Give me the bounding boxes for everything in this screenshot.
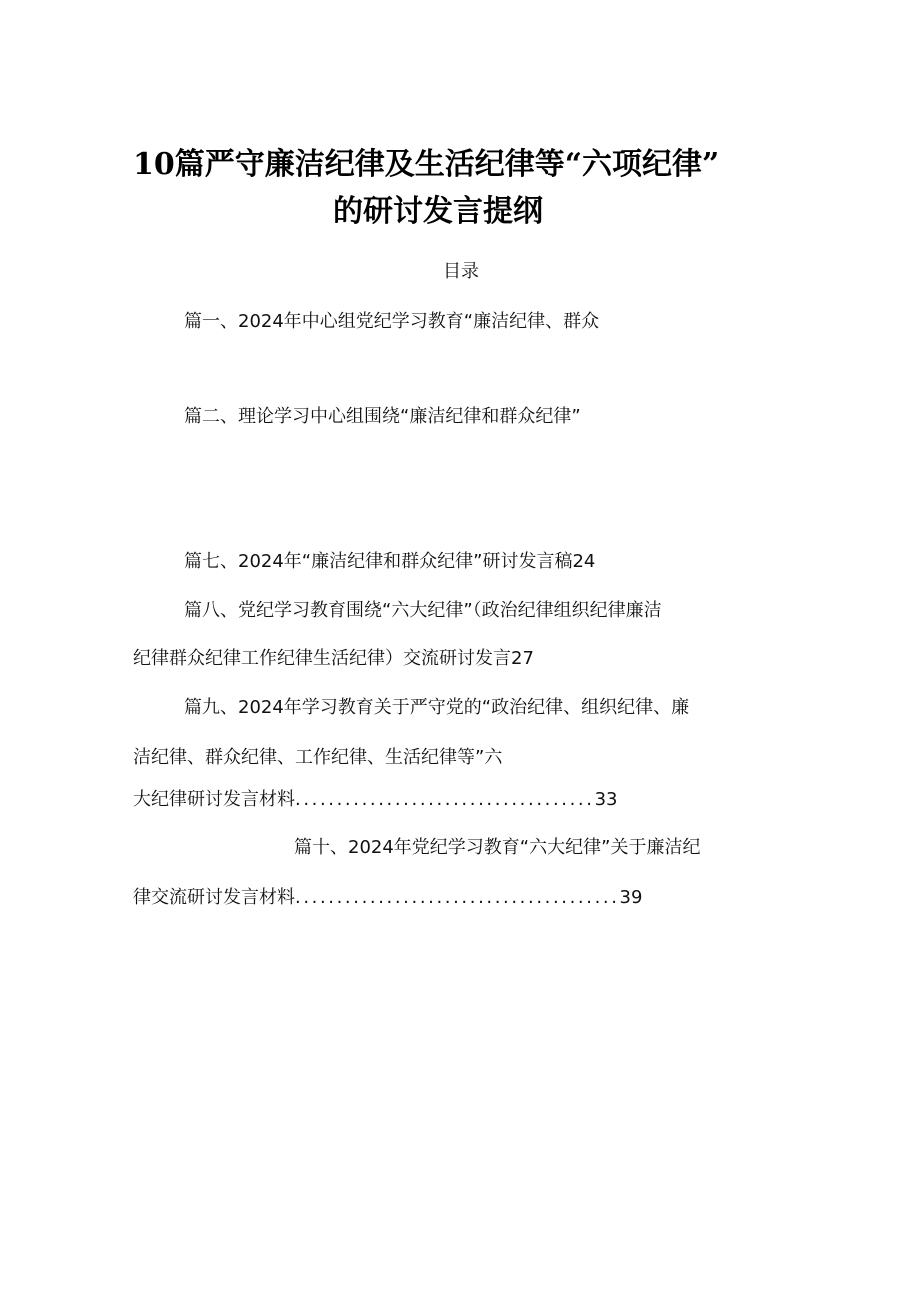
toc-entry-9-text: 大纪律研讨发言材料	[133, 789, 295, 810]
toc-heading: 目录	[443, 261, 479, 282]
toc-page-number: 39	[619, 887, 643, 908]
toc-entry-8-line-2[interactable]: 纪律群众纪律工作纪律生活纪律）交流研讨发言27	[133, 648, 534, 669]
toc-entry-1[interactable]: 篇一、2024年中心组党纪学习教育“廉洁纪律、群众	[184, 311, 600, 332]
toc-entry-9-line-1[interactable]: 篇九、2024年学习教育关于严守党的“政治纪律、组织纪律、廉	[184, 697, 690, 718]
toc-entry-9-line-2[interactable]: 洁纪律、群众纪律、工作纪律、生活纪律等”六	[133, 747, 503, 768]
toc-entry-10-line-2[interactable]	[133, 883, 642, 909]
toc-entry-2[interactable]: 篇二、理论学习中心组围绕“廉洁纪律和群众纪律”	[184, 406, 581, 427]
toc-entry-10-text: 律交流研讨发言材料	[133, 887, 295, 908]
toc-entry-10-line-1[interactable]: 篇十、2024年党纪学习教育“六大纪律”关于廉洁纪	[294, 837, 701, 858]
toc-entry-9-line-3[interactable]	[133, 785, 618, 811]
document-title-line-1: 10篇严守廉洁纪律及生活纪律等“六项纪律”	[133, 147, 720, 182]
toc-leader-dots: .......................................	[295, 887, 620, 908]
toc-entry-7[interactable]: 篇七、2024年“廉洁纪律和群众纪律”研讨发言稿24	[184, 551, 596, 572]
document-title-line-2: 的研讨发言提纲	[333, 194, 543, 229]
toc-leader-dots: ....................................	[295, 789, 595, 810]
toc-entry-8-line-1[interactable]: 篇八、党纪学习教育围绕“六大纪律”（政治纪律组织纪律廉洁	[184, 600, 662, 621]
toc-page-number: 33	[594, 789, 618, 810]
